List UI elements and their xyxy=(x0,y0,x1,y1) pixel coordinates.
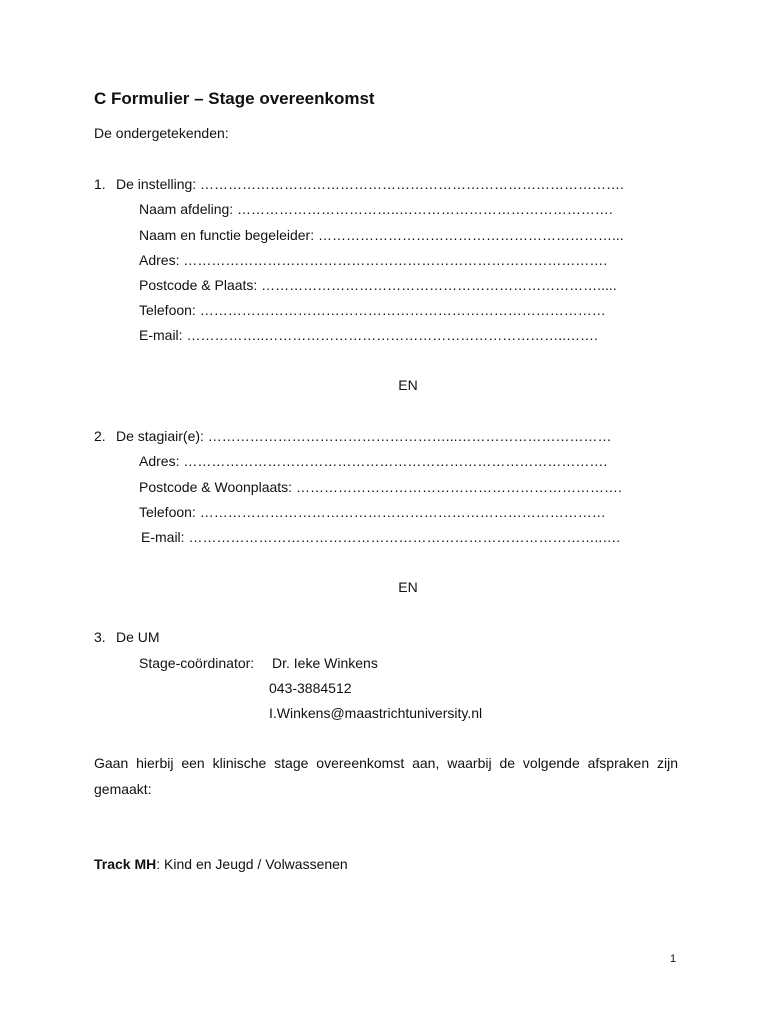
coordinator-phone: 043-3884512 xyxy=(269,680,352,696)
section-2-heading: De stagiair(e): ……………………………………………...…………………………… xyxy=(116,428,612,444)
section-3-number: 3. xyxy=(94,629,106,645)
field-postcode-plaats: Postcode & Plaats: ………………………………………………………………..... xyxy=(139,277,617,293)
page-number: 1 xyxy=(670,953,677,965)
en-separator-2: EN xyxy=(398,579,418,595)
section-1-number: 1. xyxy=(94,176,106,192)
section-2-number: 2. xyxy=(94,428,106,444)
page-title: C Formulier – Stage overeenkomst xyxy=(94,89,375,108)
field-naam-functie-begeleider: Naam en functie begeleider: ………………………………………………………... xyxy=(139,227,624,243)
section-3-heading: De UM xyxy=(116,629,160,645)
track-line xyxy=(94,855,348,873)
field-telefoon-stagiair: Telefoon: …………………………………………………………………………… xyxy=(139,504,606,520)
field-postcode-woonplaats: Postcode & Woonplaats: ……………………………………………………………. xyxy=(139,479,622,495)
field-email-instelling: E-mail: ……………..………………………………………………………..……. xyxy=(139,327,598,343)
track-value: : Kind en Jeugd / Volwassenen xyxy=(156,856,348,872)
field-adres-instelling: Adres: ………………………………………………………………………………. xyxy=(139,252,608,268)
coordinator-name: Dr. Ieke Winkens xyxy=(272,655,378,671)
track-label: Track MH xyxy=(94,856,157,872)
field-adres-stagiair: Adres: ………………………………………………………………………………. xyxy=(139,453,608,469)
coordinator-email: I.Winkens@maastrichtuniversity.nl xyxy=(269,705,483,721)
field-telefoon-instelling: Telefoon: …………………………………………………………………………… xyxy=(139,302,606,318)
agreement-text: Gaan hierbij een klinische stage overeenkomst aan, waarbij de volgende afspraken zijn gemaakt: xyxy=(94,755,678,797)
en-separator-1: EN xyxy=(398,377,418,393)
coordinator-label: Stage-coördinator: xyxy=(139,655,255,671)
field-email-stagiair: E-mail: ……………………………………………………………………………..…. xyxy=(141,529,621,545)
section-1-heading: De instelling: ………………………………………………………………………………. xyxy=(116,176,624,192)
field-naam-afdeling: Naam afdeling: ……………………………..………………………………………. xyxy=(139,201,613,217)
intro-text: De ondergetekenden: xyxy=(94,125,229,141)
